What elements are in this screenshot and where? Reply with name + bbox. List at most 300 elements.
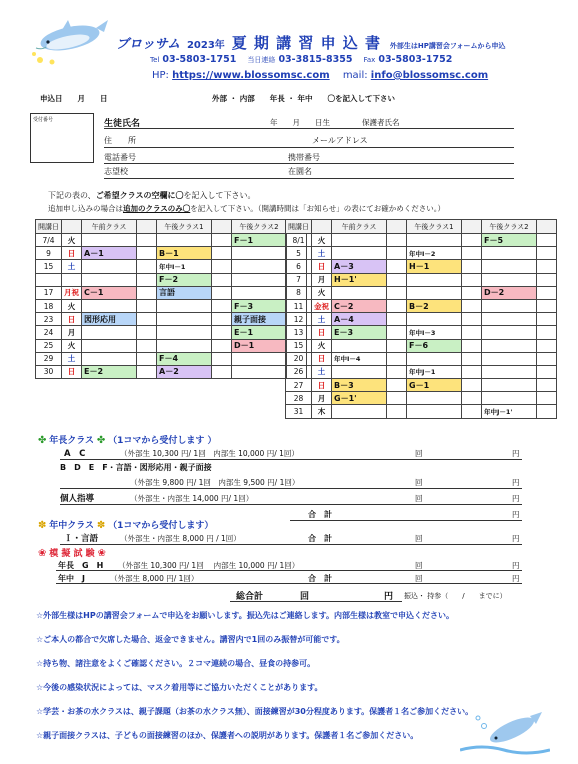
left-header-cell: 開講日 <box>36 220 62 234</box>
checkbox-cell[interactable] <box>212 286 232 299</box>
date-cell: 31 <box>286 405 312 418</box>
class-cell: C－1 <box>82 286 137 299</box>
kai-label: 回 <box>415 574 423 583</box>
class-cell <box>232 273 287 286</box>
class-cell: F－6 <box>407 339 462 352</box>
class-cell <box>482 299 537 312</box>
tel-label: Tel <box>150 56 160 64</box>
fax-label: Fax <box>363 56 376 64</box>
checkbox-cell[interactable] <box>137 326 157 339</box>
weekday-cell: 日 <box>62 313 82 326</box>
checkbox-cell[interactable] <box>537 273 557 286</box>
checkbox-cell[interactable] <box>462 326 482 339</box>
checkbox-cell[interactable] <box>137 273 157 286</box>
weekday-cell: 月祝 <box>62 286 82 299</box>
checkbox-cell[interactable] <box>212 352 232 365</box>
checkbox-cell[interactable] <box>462 365 482 378</box>
weekday-cell: 土 <box>62 352 82 365</box>
date-cell: 24 <box>36 326 62 339</box>
table-row <box>36 339 307 352</box>
schedule-table-left <box>35 219 307 379</box>
checkbox-cell[interactable] <box>212 365 232 378</box>
class-cell <box>82 326 137 339</box>
bdef-fee: （外部生 9,800 円/ 1回 内部生 9,500 円/ 1回） <box>130 478 300 487</box>
nenchu-sub: （1コマから受付します） <box>108 521 214 531</box>
table-row <box>286 260 557 273</box>
checkbox-cell[interactable] <box>462 247 482 260</box>
class-cell <box>482 273 537 286</box>
checkbox-cell[interactable] <box>387 365 407 378</box>
date-cell: 26 <box>286 365 312 378</box>
class-cell: A－3 <box>332 260 387 273</box>
class-cell <box>407 405 462 418</box>
student-label: 生徒氏名 <box>104 119 141 129</box>
kai-label: 回 <box>415 561 423 570</box>
checkbox-cell[interactable] <box>212 299 232 312</box>
date-cell: 12 <box>286 313 312 326</box>
checkbox-cell[interactable] <box>537 405 557 418</box>
class-cell <box>82 273 137 286</box>
i-fee: （外部生・内部生 8,000 円 / 1回） <box>120 534 241 543</box>
class-cell <box>332 405 387 418</box>
weekday-cell: 土 <box>312 247 332 260</box>
ac-label: A C <box>64 449 86 459</box>
checkbox-cell[interactable] <box>137 313 157 326</box>
table-row <box>286 379 557 392</box>
class-cell <box>482 313 537 326</box>
checkbox-cell[interactable] <box>537 379 557 392</box>
checkbox-cell[interactable] <box>137 299 157 312</box>
date-cell: 7 <box>286 273 312 286</box>
checkbox-cell[interactable] <box>537 352 557 365</box>
checkbox-cell[interactable] <box>537 326 557 339</box>
table-row <box>286 299 557 312</box>
class-cell <box>232 365 287 378</box>
checkbox-cell[interactable] <box>137 339 157 352</box>
class-cell: D－2 <box>482 286 537 299</box>
right-header-cell: 午後クラス2 <box>482 220 537 234</box>
class-cell <box>482 392 537 405</box>
weekday-cell: 日 <box>62 365 82 378</box>
date-cell: 15 <box>286 339 312 352</box>
class-cell <box>407 286 462 299</box>
yen-label: 円 <box>512 478 520 487</box>
left-header-cell <box>212 220 232 234</box>
checkbox-cell[interactable] <box>462 392 482 405</box>
weekday-cell: 火 <box>62 339 82 352</box>
apply-date: 申込日 月 日 <box>40 94 108 103</box>
checkbox-cell[interactable] <box>137 247 157 260</box>
instr2-c: を記入して下さい。（開講時間は「お知らせ」の表にてお確かめください。） <box>190 204 446 213</box>
date-cell: 17 <box>36 286 62 299</box>
checkbox-cell[interactable] <box>537 313 557 326</box>
class-cell: 年中J－1' <box>482 405 537 418</box>
checkbox-cell[interactable] <box>537 234 557 247</box>
left-header-cell: 午後クラス1 <box>157 220 212 234</box>
flower-icon: ✽ <box>38 520 47 531</box>
class-cell <box>232 352 287 365</box>
weekday-cell <box>62 273 82 286</box>
nencho-sub: （1コマから受付します ） <box>108 436 217 446</box>
checkbox-cell[interactable] <box>387 260 407 273</box>
note-2: ☆ご本人の都合で欠席した場合、返金できません。講習内で1回のみ振替が可能です。 <box>36 635 345 644</box>
date-cell <box>36 273 62 286</box>
table-row <box>36 234 307 247</box>
class-cell: 図形応用 <box>82 313 137 326</box>
subtotal-label-3: 合 計 <box>308 574 332 583</box>
instruction-2 <box>48 203 445 214</box>
j-fee: （外部生 8,000 円/ 1回） <box>110 574 199 583</box>
type-select: 外部 ・ 内部 年長 ・ 年中 〇を記入して下さい <box>212 94 395 103</box>
class-cell: D－1 <box>232 339 287 352</box>
weekday-cell: 月 <box>312 392 332 405</box>
class-cell <box>82 260 137 273</box>
date-cell: 23 <box>36 313 62 326</box>
flower-icon: ❀ <box>97 548 106 559</box>
table-row <box>36 326 307 339</box>
date-cell: 25 <box>36 339 62 352</box>
date-cell: 5 <box>286 247 312 260</box>
checkbox-cell[interactable] <box>537 339 557 352</box>
address-label: 住 所 <box>104 136 136 145</box>
class-cell: H－1 <box>407 260 462 273</box>
note-4: ☆今後の感染状況によっては、マスク着用等にご協力いただくことがあります。 <box>36 683 323 692</box>
class-cell <box>332 365 387 378</box>
table-row <box>286 326 557 339</box>
brand-name: ブロッサム <box>116 37 181 52</box>
weekday-cell: 日 <box>312 326 332 339</box>
kobetsu-fee: （外部生・内部生 14,000 円/ 1回） <box>130 494 254 503</box>
checkbox-cell[interactable] <box>462 313 482 326</box>
class-cell <box>407 313 462 326</box>
weekday-cell: 火 <box>312 339 332 352</box>
grand-yen: 円 <box>384 592 394 602</box>
checkbox-cell[interactable] <box>462 379 482 392</box>
left-header-cell <box>62 220 82 234</box>
right-header-cell <box>312 220 332 234</box>
checkbox-cell[interactable] <box>537 299 557 312</box>
class-cell <box>157 299 212 312</box>
kai-label: 回 <box>415 534 423 543</box>
class-cell: F－1 <box>232 234 287 247</box>
checkbox-cell[interactable] <box>137 260 157 273</box>
class-cell: H－1' <box>332 273 387 286</box>
table-row <box>36 286 307 299</box>
checkbox-cell[interactable] <box>387 273 407 286</box>
class-cell: A－2 <box>157 365 212 378</box>
note-3: ☆持ち物、諸注意をよくご確認ください。２コマ連続の場合、昼食の持参可。 <box>36 659 316 668</box>
nencho-title: 年長クラス <box>49 436 94 446</box>
table-row <box>286 392 557 405</box>
checkbox-cell[interactable] <box>537 260 557 273</box>
class-cell <box>157 339 212 352</box>
contact-row <box>150 54 452 65</box>
instruction-1 <box>48 190 255 201</box>
table-row <box>286 339 557 352</box>
class-cell: E－3 <box>332 326 387 339</box>
mogi-title: 模 擬 試 験 <box>49 549 95 559</box>
table-row <box>286 234 557 247</box>
class-cell <box>82 352 137 365</box>
table-row <box>36 365 307 378</box>
receipt-label: 受付番号 <box>33 117 54 123</box>
j-label: 年中 J <box>58 574 85 583</box>
mogi-section <box>38 546 106 559</box>
left-header-cell: 午後クラス2 <box>232 220 287 234</box>
note-1: ☆外部生様はHPの講習会フォームで申込をお願いします。振込先はご連絡します。内部生様は教室で申込ください。 <box>36 611 455 620</box>
weekday-cell: 日 <box>312 379 332 392</box>
weekday-cell: 土 <box>312 365 332 378</box>
instr2-a: 追加申し込みの場合は <box>48 204 123 213</box>
date-cell: 15 <box>36 260 62 273</box>
note-5: ☆学芸・お茶の水クラスは、親子課題（お茶の水クラス無）、面接練習が30分程度あります。保護者１名ご参加ください。 <box>36 707 474 716</box>
checkbox-cell[interactable] <box>387 313 407 326</box>
class-cell: B－2 <box>407 299 462 312</box>
date-cell: 9 <box>36 247 62 260</box>
class-cell <box>482 326 537 339</box>
checkbox-cell[interactable] <box>137 286 157 299</box>
class-cell: E－2 <box>82 365 137 378</box>
weekday-cell: 火 <box>62 234 82 247</box>
class-cell: 年中Ⅰ－3 <box>407 326 462 339</box>
school-label: 志望校 <box>104 167 128 176</box>
table-row <box>286 365 557 378</box>
date-cell: 18 <box>36 299 62 312</box>
checkbox-cell[interactable] <box>212 339 232 352</box>
class-cell <box>482 352 537 365</box>
left-header-cell: 午前クラス <box>82 220 137 234</box>
checkbox-cell[interactable] <box>387 352 407 365</box>
class-cell <box>232 260 287 273</box>
class-cell <box>332 339 387 352</box>
yen-label: 円 <box>512 494 520 503</box>
subtotal-label-1: 合 計 <box>308 510 332 519</box>
date-cell: 30 <box>36 365 62 378</box>
checkbox-cell[interactable] <box>462 299 482 312</box>
class-cell <box>82 339 137 352</box>
payment-label: 振込・ 持参（ / までに） <box>404 592 507 600</box>
weekday-cell: 火 <box>312 234 332 247</box>
note-6: ☆親子面接クラスは、子どもの面接練習のほか、保護者への説明があります。保護者１名ご参加ください。 <box>36 731 419 740</box>
class-cell: 年中Ⅰ－1 <box>157 260 212 273</box>
mobile-label: 携帯番号 <box>288 153 320 162</box>
weekday-cell: 日 <box>312 352 332 365</box>
weekday-cell: 日 <box>62 247 82 260</box>
class-cell <box>407 352 462 365</box>
class-cell <box>157 326 212 339</box>
kai-label: 回 <box>415 494 423 503</box>
class-cell: E－1 <box>232 326 287 339</box>
web-row <box>152 70 488 81</box>
hp-link[interactable]: https://www.blossomsc.com <box>172 70 330 81</box>
dolphin-logo <box>28 14 110 66</box>
table-row <box>36 313 307 326</box>
checkbox-cell[interactable] <box>537 392 557 405</box>
i-gengo-label: Ｉ・言語 <box>64 534 99 544</box>
date-cell: 7/4 <box>36 234 62 247</box>
checkbox-cell[interactable] <box>537 247 557 260</box>
checkbox-cell[interactable] <box>387 299 407 312</box>
weekday-cell: 金祝 <box>312 299 332 312</box>
nencho-section <box>38 433 217 446</box>
day-label: 当日連絡 <box>247 56 276 64</box>
checkbox-cell[interactable] <box>462 260 482 273</box>
table-row <box>36 352 307 365</box>
kobetsu-label: 個人指導 <box>60 494 95 504</box>
ac-fee: （外部生 10,300 円/ 1回 内部生 10,000 円/ 1回） <box>120 449 299 458</box>
instr1-b: ご希望クラスの空欄に〇 <box>95 191 184 200</box>
checkbox-cell[interactable] <box>387 234 407 247</box>
checkbox-cell[interactable] <box>387 379 407 392</box>
class-cell <box>482 247 537 260</box>
guardian-label: 保護者氏名 <box>362 118 400 127</box>
checkbox-cell[interactable] <box>212 273 232 286</box>
flower-icon: ✽ <box>96 520 106 531</box>
instr1-a: 下記の表の、 <box>48 191 96 200</box>
date-cell: 28 <box>286 392 312 405</box>
kai-label: 回 <box>415 449 423 458</box>
weekday-cell: 月 <box>312 273 332 286</box>
checkbox-cell[interactable] <box>137 234 157 247</box>
table-row <box>286 352 557 365</box>
kai-label: 回 <box>415 478 423 487</box>
nenchu-section <box>38 518 213 531</box>
grand-total-label: 総合計 <box>236 592 264 602</box>
checkbox-cell[interactable] <box>387 339 407 352</box>
table-row <box>286 405 557 418</box>
table-row <box>286 273 557 286</box>
right-header-cell: 開講日 <box>286 220 312 234</box>
table-row <box>36 247 307 260</box>
weekday-cell: 木 <box>312 405 332 418</box>
class-cell: G－1 <box>407 379 462 392</box>
instr1-c: を記入して下さい。 <box>183 191 256 200</box>
class-cell: 年中Ⅰ－2 <box>407 247 462 260</box>
day-tel-number: 03-3815-8355 <box>278 54 353 65</box>
mail-label: mail: <box>342 70 368 81</box>
checkbox-cell[interactable] <box>462 352 482 365</box>
checkbox-cell[interactable] <box>212 247 232 260</box>
table-row <box>36 299 307 312</box>
weekday-cell: 日 <box>312 260 332 273</box>
weekday-cell: 火 <box>62 299 82 312</box>
class-cell <box>407 234 462 247</box>
table-row <box>286 286 557 299</box>
checkbox-cell[interactable] <box>537 365 557 378</box>
checkbox-cell[interactable] <box>462 273 482 286</box>
nenchu-title: 年中クラス <box>49 521 94 531</box>
mail-link[interactable]: info@blossomsc.com <box>370 70 489 81</box>
class-cell <box>232 286 287 299</box>
kinder-label: 在園名 <box>288 167 312 176</box>
weekday-cell: 土 <box>62 260 82 273</box>
hp-label: HP: <box>152 70 169 81</box>
subtotal-label-2: 合 計 <box>308 534 332 543</box>
right-header-cell: 午前クラス <box>332 220 387 234</box>
grand-kai: 回 <box>300 592 310 602</box>
checkbox-cell[interactable] <box>462 234 482 247</box>
gh-label: 年長 G H <box>58 561 104 570</box>
bdef-label: B D E F・言語・図形応用・親子面接 <box>60 463 212 472</box>
class-cell: A－1 <box>82 247 137 260</box>
checkbox-cell[interactable] <box>462 286 482 299</box>
mail-field-label: メールアドレス <box>312 136 368 145</box>
year-label: 2023年 <box>186 40 225 51</box>
yen-label: 円 <box>512 561 520 570</box>
checkbox-cell[interactable] <box>537 286 557 299</box>
class-cell: F－2 <box>157 273 212 286</box>
date-cell: 6 <box>286 260 312 273</box>
right-header-cell <box>537 220 557 234</box>
date-cell: 20 <box>286 352 312 365</box>
date-cell: 13 <box>286 326 312 339</box>
instr2-b: 追加のクラスのみ〇 <box>123 204 191 213</box>
class-cell <box>482 260 537 273</box>
class-cell <box>332 286 387 299</box>
class-cell: F－3 <box>232 299 287 312</box>
left-header-cell <box>137 220 157 234</box>
tel-number: 03-5803-1751 <box>162 54 237 65</box>
receipt-box <box>30 113 94 163</box>
class-cell <box>482 339 537 352</box>
checkbox-cell[interactable] <box>387 405 407 418</box>
checkbox-cell[interactable] <box>137 365 157 378</box>
gh-fee: （外部生 10,300 円/ 1回 内部生 10,000 円/ 1回） <box>118 561 300 570</box>
class-cell: 年中Ⅰ－4 <box>332 352 387 365</box>
class-cell: 親子面接 <box>232 313 287 326</box>
title-row <box>116 32 506 53</box>
weekday-cell: 火 <box>312 286 332 299</box>
class-cell: A－4 <box>332 313 387 326</box>
table-row <box>286 247 557 260</box>
checkbox-cell[interactable] <box>462 339 482 352</box>
class-cell <box>407 273 462 286</box>
fax-number: 03-5803-1752 <box>378 54 453 65</box>
checkbox-cell[interactable] <box>462 405 482 418</box>
checkbox-cell[interactable] <box>387 286 407 299</box>
date-cell: 29 <box>36 352 62 365</box>
class-cell <box>157 313 212 326</box>
class-cell <box>232 247 287 260</box>
checkbox-cell[interactable] <box>387 247 407 260</box>
yen-label: 円 <box>512 510 520 519</box>
class-cell <box>482 379 537 392</box>
class-cell: F－5 <box>482 234 537 247</box>
class-cell: B－1 <box>157 247 212 260</box>
checkbox-cell[interactable] <box>212 326 232 339</box>
class-cell: C－2 <box>332 299 387 312</box>
date-cell: 27 <box>286 379 312 392</box>
checkbox-cell[interactable] <box>387 326 407 339</box>
schedule-table-right <box>285 219 557 419</box>
right-header-cell: 午後クラス1 <box>407 220 462 234</box>
checkbox-cell[interactable] <box>137 352 157 365</box>
page-title: 夏 期 講 習 申 込 書 <box>231 34 382 52</box>
right-header-cell <box>387 220 407 234</box>
checkbox-cell[interactable] <box>212 313 232 326</box>
checkbox-cell[interactable] <box>387 392 407 405</box>
checkbox-cell[interactable] <box>212 234 232 247</box>
table-row <box>286 313 557 326</box>
right-header-cell <box>462 220 482 234</box>
weekday-cell: 月 <box>62 326 82 339</box>
table-row <box>36 260 307 273</box>
header-note: 外部生はHP講習会フォームから申込 <box>389 42 506 50</box>
checkbox-cell[interactable] <box>212 260 232 273</box>
yen-label: 円 <box>512 574 520 583</box>
date-cell: 8 <box>286 286 312 299</box>
class-cell <box>332 247 387 260</box>
